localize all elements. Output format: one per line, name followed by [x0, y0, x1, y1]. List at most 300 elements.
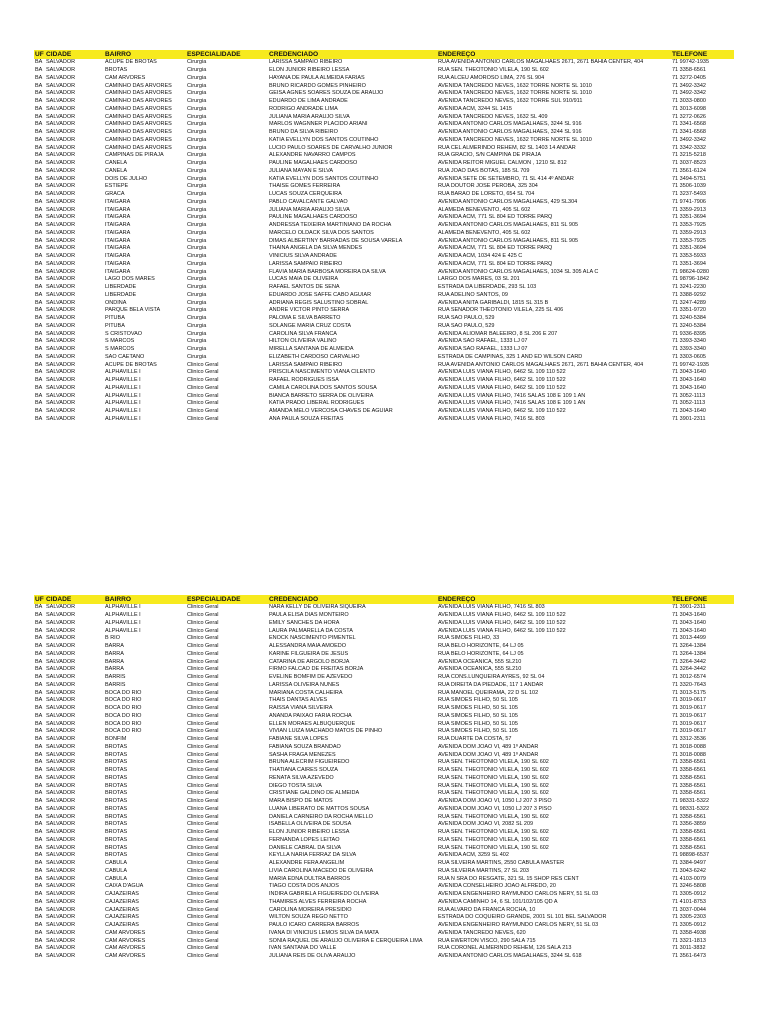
cell-uf: BA [35, 121, 43, 128]
cell-especialidade: Clinico Geral [187, 829, 219, 836]
cell-credenciado: MARIANA COSTA CALHEIRA [269, 689, 343, 696]
cell-credenciado: ANANDA PAIXAO FARIA ROCHA [269, 712, 352, 719]
cell-uf: BA [35, 191, 43, 198]
table-row [34, 635, 734, 643]
cell-bairro: ALPHAVILLE I [105, 392, 141, 399]
cell-cidade: SALVADOR [46, 82, 76, 89]
cell-especialidade: Cirurgia [187, 175, 207, 182]
table-row [34, 385, 734, 393]
cell-telefone: 71 3358-4938 [672, 929, 706, 936]
cell-credenciado: TIAGO COSTA DOS ANJOS [269, 883, 339, 890]
cell-bairro: CAIXA D'AGUA [105, 883, 144, 890]
cell-cidade: SALVADOR [46, 67, 76, 74]
table-row [34, 837, 734, 845]
cell-uf: BA [35, 953, 43, 960]
cell-credenciado: MARCELO OLDACK SILVA DOS SANTOS [269, 229, 374, 236]
cell-credenciado: VIVIAN LUIZA MACHADO MATOS DE PINHO [269, 728, 383, 735]
cell-bairro: CABULA [105, 860, 128, 867]
cell-credenciado: EDUARDO JOSE SAFFE CABO AGUIAR [269, 291, 372, 298]
cell-especialidade: Clinico Geral [187, 821, 219, 828]
cell-cidade: SALVADOR [46, 705, 76, 712]
cell-endereco: RUA N SRA DO RESGATE, 321 SL 15 SHOP RES CENT [438, 875, 579, 882]
cell-cidade: SALVADOR [46, 860, 76, 867]
credentialed-providers-table [34, 50, 734, 424]
credentialed-providers-table [34, 595, 734, 961]
cell-uf: BA [35, 98, 43, 105]
cell-uf: BA [35, 369, 43, 376]
cell-telefone: 71 3012-6574 [672, 674, 706, 681]
cell-especialidade: Cirurgia [187, 338, 207, 345]
cell-cidade: SALVADOR [46, 167, 76, 174]
cell-uf: BA [35, 330, 43, 337]
cell-especialidade: Clinico Geral [187, 914, 219, 921]
cell-credenciado: EVELINE BOMFIM DE AZEVEDO [269, 674, 353, 681]
cell-endereco: AVENIDA ENGENHEIRO RAYMUNDO CARLOS NERY, 51 SL 03 [438, 922, 599, 929]
cell-endereco: RUA BELO HORIZONTE, 64 LJ 05 [438, 650, 524, 657]
cell-endereco: AVENIDA LUIS VIANA FILHO, 6462 SL 109 110 522 [438, 619, 566, 626]
cell-bairro: BARRA [105, 666, 124, 673]
cell-endereco: RUA SEN. THEOTONIO VILELA, 190 SL 602 [438, 836, 549, 843]
cell-cidade: SALVADOR [46, 759, 76, 766]
cell-uf: BA [35, 82, 43, 89]
cell-bairro: ALPHAVILLE I [105, 377, 141, 384]
cell-bairro: S MARCOS [105, 346, 135, 353]
cell-telefone: 71 3353-7925 [672, 237, 706, 244]
cell-uf: BA [35, 604, 43, 611]
cell-cidade: SALVADOR [46, 408, 76, 415]
table-row [34, 713, 734, 721]
cell-endereco: AVENIDA DOM JOAO VI, 1050 LJ 207 3 PISO [438, 805, 552, 812]
cell-endereco: RUA SAO PAULO, 529 [438, 315, 495, 322]
table-row [34, 214, 734, 222]
cell-credenciado: KARINE FILGUEIRA DE JESUS [269, 650, 349, 657]
cell-credenciado: MARLOS WAGNNER PLACIDO ARIANI [269, 121, 368, 128]
cell-uf: BA [35, 619, 43, 626]
cell-endereco: RUA SIMOES FILHO, 50 SL 105 [438, 697, 518, 704]
cell-endereco: AVENIDA LUIS VIANA FILHO, 7416 SALAS 108 E 109 1 AN [438, 400, 586, 407]
cell-uf: BA [35, 284, 43, 291]
cell-telefone: 71 3019-0617 [672, 728, 706, 735]
cell-uf: BA [35, 415, 43, 422]
cell-cidade: SALVADOR [46, 689, 76, 696]
cell-especialidade: Clinico Geral [187, 361, 219, 368]
cell-especialidade: Cirurgia [187, 152, 207, 159]
cell-especialidade: Cirurgia [187, 121, 207, 128]
table-row [34, 907, 734, 915]
table-row [34, 736, 734, 744]
cell-credenciado: IVANA DI VINICIUS LEMOS SILVA DA MATA [269, 929, 379, 936]
cell-cidade: SALVADOR [46, 206, 76, 213]
cell-uf: BA [35, 160, 43, 167]
table-row [34, 643, 734, 651]
cell-uf: BA [35, 883, 43, 890]
cell-bairro: ALPHAVILLE I [105, 415, 141, 422]
cell-credenciado: ELON JUNIOR RIBEIRO LESSA [269, 67, 350, 74]
cell-credenciado: FLAVIA MARIA BARBOSA MOREIRA DA SILVA [269, 268, 386, 275]
cell-cidade: SALVADOR [46, 666, 76, 673]
cell-bairro: ITAIGARA [105, 237, 131, 244]
cell-credenciado: ANDRESSA TEIXEIRA MARTINIANO DA ROCHA [269, 222, 392, 229]
cell-especialidade: Clinico Geral [187, 906, 219, 913]
cell-endereco: AVENIDA ACM, 3244 SL 1415 [438, 105, 512, 112]
cell-telefone: 71 3264-1384 [672, 643, 706, 650]
cell-telefone: 71 3358-6561 [672, 836, 706, 843]
cell-especialidade: Clinico Geral [187, 867, 219, 874]
cell-bairro: BARRA [105, 658, 124, 665]
cell-cidade: SALVADOR [46, 836, 76, 843]
cell-endereco: AVENIDA TANCREDO NEVES, 1632 TORRE SUL 910/911 [438, 98, 583, 105]
cell-telefone: 71 3494-5751 [672, 175, 706, 182]
cell-telefone: 71 3013-6098 [672, 105, 706, 112]
cell-uf: BA [35, 384, 43, 391]
cell-telefone: 71 3342-3332 [672, 144, 706, 151]
cell-telefone: 71 3305-2303 [672, 914, 706, 921]
cell-credenciado: THAIS DANTAS ALVES [269, 697, 328, 704]
cell-bairro: CAJAZEIRAS [105, 922, 139, 929]
cell-uf: BA [35, 361, 43, 368]
cell-bairro: BROTAS [105, 67, 128, 74]
cell-uf: BA [35, 627, 43, 634]
cell-especialidade: Cirurgia [187, 291, 207, 298]
cell-telefone: 71 3240-5384 [672, 315, 706, 322]
cell-telefone: 71 3264-1384 [672, 650, 706, 657]
cell-bairro: CAJAZEIRAS [105, 906, 139, 913]
table-row [34, 183, 734, 191]
cell-telefone: 71 3393-3340 [672, 338, 706, 345]
cell-cidade: SALVADOR [46, 929, 76, 936]
table-row [34, 230, 734, 238]
table-row [34, 930, 734, 938]
cell-especialidade: Clinico Geral [187, 751, 219, 758]
cell-credenciado: CRISTIANE GALDINO DE ALMEIDA [269, 790, 360, 797]
cell-telefone: 71 3043-1640 [672, 612, 706, 619]
cell-uf: BA [35, 268, 43, 275]
cell-cidade: SALVADOR [46, 674, 76, 681]
cell-especialidade: Cirurgia [187, 113, 207, 120]
cell-bairro: ITAIGARA [105, 214, 131, 221]
cell-telefone: 71 3358-6561 [672, 844, 706, 851]
cell-bairro: BROTAS [105, 759, 128, 766]
cell-uf: BA [35, 392, 43, 399]
cell-credenciado: CAMILA CAROLINA DOS SANTOS SOUSA [269, 384, 377, 391]
cell-bairro: BOCA DO RIO [105, 720, 142, 727]
cell-cidade: SALVADOR [46, 392, 76, 399]
cell-endereco: AVENIDA CAMINHO 14, 6 SL 101/102/105 QD A [438, 898, 558, 905]
cell-bairro: BARRIS [105, 681, 126, 688]
cell-endereco: AVENIDA ANTONIO CARLOS MAGALHAES, 3244 SL 916 [438, 121, 582, 128]
cell-telefone: 71 3351-9720 [672, 307, 706, 314]
cell-telefone: 71 3351-3694 [672, 260, 706, 267]
cell-credenciado: DIEGO TOSTA SILVA [269, 782, 322, 789]
cell-telefone: 71 3353-7925 [672, 222, 706, 229]
table-row [34, 238, 734, 246]
cell-uf: BA [35, 377, 43, 384]
cell-endereco: AVENIDA TANCREDO NEVES, 1632 TORRE NORTE SL 1010 [438, 90, 592, 97]
table-row [34, 377, 734, 385]
cell-telefone: 71 3033-0800 [672, 98, 706, 105]
cell-telefone: 71 98331-5322 [672, 805, 710, 812]
cell-especialidade: Cirurgia [187, 136, 207, 143]
cell-bairro: S MARCOS [105, 338, 135, 345]
table-row [34, 176, 734, 184]
cell-telefone: 71 3305-0912 [672, 922, 706, 929]
table-row [34, 612, 734, 620]
table-row [34, 408, 734, 416]
cell-endereco: AVENIDA ANTONIO CARLOS MAGALHAES, 811 SL 905 [438, 222, 579, 229]
cell-telefone: 71 3215-5218 [672, 152, 706, 159]
cell-credenciado: DIMAS ALBERTINY BARRADAS DE SOUSA VARELA [269, 237, 403, 244]
table-row [34, 620, 734, 628]
cell-bairro: BOCA DO RIO [105, 697, 142, 704]
cell-uf: BA [35, 728, 43, 735]
cell-especialidade: Cirurgia [187, 90, 207, 97]
cell-endereco: RUA SILVEIRA MARTINS, 2550 CABULA MASTER [438, 860, 565, 867]
cell-telefone: 71 3358-6561 [672, 767, 706, 774]
header-row [34, 50, 734, 59]
cell-cidade: SALVADOR [46, 627, 76, 634]
cell-uf: BA [35, 175, 43, 182]
cell-especialidade: Clinico Geral [187, 674, 219, 681]
column-header-endereco: ENDEREÇO [437, 50, 671, 59]
cell-credenciado: KEYLLA NARIA FERRAZ DA SILVA [269, 852, 357, 859]
cell-especialidade: Clinico Geral [187, 743, 219, 750]
cell-uf: BA [35, 315, 43, 322]
cell-cidade: SALVADOR [46, 322, 76, 329]
cell-especialidade: Clinico Geral [187, 898, 219, 905]
cell-especialidade: Clinico Geral [187, 953, 219, 960]
cell-endereco: RUA DIREITA DA PIEDADE, 117 1 ANDAR [438, 681, 544, 688]
cell-uf: BA [35, 338, 43, 345]
cell-bairro: BARRA [105, 643, 124, 650]
cell-credenciado: BRUNO RICARDO GOMES PINHEIRO [269, 82, 366, 89]
column-header-credenciado: CREDENCIADO [268, 595, 437, 604]
cell-cidade: SALVADOR [46, 253, 76, 260]
cell-uf: BA [35, 276, 43, 283]
cell-telefone: 71 3901-2311 [672, 604, 706, 611]
cell-especialidade: Cirurgia [187, 229, 207, 236]
cell-credenciado: LAURA PALMARELLA DA COSTA [269, 627, 353, 634]
cell-credenciado: SASHA FRAGA MENEZES [269, 751, 336, 758]
cell-uf: BA [35, 860, 43, 867]
cell-credenciado: LUCAS MAIA DE OLIVEIRA [269, 276, 339, 283]
table-row [34, 883, 734, 891]
cell-bairro: BARRA [105, 650, 124, 657]
cell-especialidade: Clinico Geral [187, 377, 219, 384]
table-row [34, 331, 734, 339]
cell-bairro: BROTAS [105, 774, 128, 781]
table-row [34, 346, 734, 354]
cell-uf: BA [35, 674, 43, 681]
cell-especialidade: Clinico Geral [187, 720, 219, 727]
cell-endereco: AVENIDA CONSELHEIRO JOAO ALFREDO, 20 [438, 883, 556, 890]
cell-bairro: CAMINHO DAS ARVORES [105, 144, 172, 151]
cell-credenciado: DANIELE CABRAL DA SILVA [269, 844, 342, 851]
cell-endereco: AVENIDA TANCREDO NEVES, 1632 TORRE NORTE SL 1010 [438, 82, 592, 89]
cell-especialidade: Clinico Geral [187, 875, 219, 882]
cell-especialidade: Clinico Geral [187, 408, 219, 415]
cell-telefone: 71 3019-0617 [672, 697, 706, 704]
table-row [34, 315, 734, 323]
cell-cidade: SALVADOR [46, 743, 76, 750]
cell-endereco: RUA DOUTOR JOSE PEROBA, 325 304 [438, 183, 538, 190]
cell-especialidade: Cirurgia [187, 198, 207, 205]
cell-uf: BA [35, 152, 43, 159]
cell-uf: BA [35, 346, 43, 353]
cell-cidade: SALVADOR [46, 369, 76, 376]
cell-endereco: AVENIDA SAO RAFAEL, 1333 LJ 07 [438, 346, 528, 353]
column-header-especialidade: ESPECIALIDADE [186, 595, 268, 604]
cell-uf: BA [35, 906, 43, 913]
cell-bairro: ITAIGARA [105, 206, 131, 213]
cell-endereco: AVENIDA LUIS VIANA FILHO, 7416 SL 803 [438, 415, 545, 422]
cell-uf: BA [35, 113, 43, 120]
cell-especialidade: Cirurgia [187, 268, 207, 275]
cell-endereco: AVENIDA ACM, 1034 424 E 425 C [438, 253, 523, 260]
cell-endereco: LARGO DOS MARES, 03 SL 201 [438, 276, 520, 283]
cell-bairro: CAM ARVORES [105, 929, 146, 936]
cell-endereco: AVENIDA LUIS VIANA FILHO, 7416 SALAS 108 E 109 1 AN [438, 392, 586, 399]
cell-especialidade: Cirurgia [187, 105, 207, 112]
cell-credenciado: ALESSANDRA MAIA AMOEDO [269, 643, 347, 650]
cell-credenciado: RAFAEL RODRIGUES ISSA [269, 377, 339, 384]
cell-cidade: SALVADOR [46, 805, 76, 812]
cell-credenciado: ANA PAULA SOUZA FREITAS [269, 415, 344, 422]
cell-bairro: CAMINHO DAS ARVORES [105, 98, 172, 105]
cell-telefone: 71 3506-1039 [672, 183, 706, 190]
cell-endereco: RUA SEN. THEOTONIO VILELA, 190 SL 602 [438, 790, 549, 797]
cell-especialidade: Cirurgia [187, 245, 207, 252]
table-row [34, 798, 734, 806]
cell-telefone: 71 3358-6561 [672, 67, 706, 74]
cell-telefone: 71 3019-0617 [672, 720, 706, 727]
table-row [34, 307, 734, 315]
cell-cidade: SALVADOR [46, 361, 76, 368]
table-row [34, 98, 734, 106]
cell-telefone: 71 3356-3859 [672, 821, 706, 828]
cell-telefone: 71 3052-1113 [672, 392, 706, 399]
cell-endereco: AVENIDA ANTONIO CARLOS MAGALHAES, 3244 SL 618 [438, 953, 582, 960]
cell-telefone: 71 3358-6561 [672, 829, 706, 836]
cell-bairro: ITAIGARA [105, 198, 131, 205]
cell-especialidade: Cirurgia [187, 167, 207, 174]
cell-especialidade: Clinico Geral [187, 612, 219, 619]
table-row [34, 253, 734, 261]
cell-especialidade: Clinico Geral [187, 844, 219, 851]
cell-cidade: SALVADOR [46, 245, 76, 252]
cell-especialidade: Clinico Geral [187, 782, 219, 789]
cell-telefone: 71 3312-3536 [672, 736, 706, 743]
cell-credenciado: RODRIGO ANDRADE LIMA [269, 105, 338, 112]
cell-telefone: 71 98331-5322 [672, 798, 710, 805]
cell-endereco: AVENIDA LUIS VIANA FILHO, 6462 SL 109 110 522 [438, 627, 566, 634]
cell-uf: BA [35, 658, 43, 665]
cell-telefone: 71 3043-1640 [672, 369, 706, 376]
cell-cidade: SALVADOR [46, 377, 76, 384]
cell-uf: BA [35, 736, 43, 743]
table-row [34, 705, 734, 713]
cell-telefone: 71 3393-3340 [672, 346, 706, 353]
table-row [34, 752, 734, 760]
cell-credenciado: THAINA ANGELA DA SILVA MENDES [269, 245, 363, 252]
cell-especialidade: Clinico Geral [187, 945, 219, 952]
cell-telefone: 71 3246-5808 [672, 883, 706, 890]
cell-credenciado: LIVIA CAROLINA MACEDO DE OLIVEIRA [269, 867, 374, 874]
table-row [34, 261, 734, 269]
cell-cidade: SALVADOR [46, 844, 76, 851]
cell-bairro: ONDINA [105, 299, 127, 306]
cell-telefone: 71 3013-4499 [672, 635, 706, 642]
cell-cidade: SALVADOR [46, 643, 76, 650]
table-row [34, 759, 734, 767]
table-row [34, 945, 734, 953]
column-header-especialidade: ESPECIALIDADE [186, 50, 268, 59]
cell-telefone: 71 3043-1640 [672, 384, 706, 391]
cell-telefone: 71 3013-5175 [672, 689, 706, 696]
cell-bairro: BROTAS [105, 798, 128, 805]
cell-endereco: AVENIDA LUIS VIANA FILHO, 6462 SL 109 110 522 [438, 377, 566, 384]
cell-uf: BA [35, 105, 43, 112]
cell-uf: BA [35, 322, 43, 329]
table-row [34, 821, 734, 829]
cell-credenciado: KATIA EVELLYN DOS SANTOS COUTINHO [269, 175, 379, 182]
cell-uf: BA [35, 751, 43, 758]
cell-bairro: CAMINHO DAS ARVORES [105, 105, 172, 112]
cell-uf: BA [35, 229, 43, 236]
cell-telefone: 71 3019-0617 [672, 705, 706, 712]
cell-uf: BA [35, 705, 43, 712]
cell-credenciado: FERNANDA LOPES LEITAO [269, 836, 340, 843]
cell-cidade: SALVADOR [46, 774, 76, 781]
table-row [34, 651, 734, 659]
cell-endereco: AVENIDA ANITA GARIBALDI, 1815 SL 315 B [438, 299, 549, 306]
cell-telefone: 71 3305-0912 [672, 891, 706, 898]
table-row [34, 369, 734, 377]
table-row [34, 145, 734, 153]
column-header-telefone: TELEFONE [671, 595, 734, 604]
cell-endereco: ALAMEDA BENEVENTO, 405 SL 602 [438, 229, 531, 236]
table-row [34, 628, 734, 636]
cell-credenciado: ALEXANDRE FERA ANGELIM [269, 860, 345, 867]
cell-especialidade: Cirurgia [187, 191, 207, 198]
cell-telefone: 71 3358-6561 [672, 774, 706, 781]
cell-especialidade: Clinico Geral [187, 736, 219, 743]
cell-credenciado: FABIANA SOUZA BRANDAO [269, 743, 341, 750]
cell-bairro: CAMINHO DAS ARVORES [105, 129, 172, 136]
cell-telefone: 71 4101-8753 [672, 898, 706, 905]
cell-especialidade: Cirurgia [187, 322, 207, 329]
cell-telefone: 71 3358-6561 [672, 782, 706, 789]
cell-especialidade: Cirurgia [187, 284, 207, 291]
cell-uf: BA [35, 666, 43, 673]
cell-telefone: 71 3043-1640 [672, 408, 706, 415]
cell-cidade: SALVADOR [46, 315, 76, 322]
cell-cidade: SALVADOR [46, 384, 76, 391]
table-row [34, 868, 734, 876]
column-header-uf: UF [35, 596, 44, 604]
cell-credenciado: VINICIUS SILVA ANDRADE [269, 253, 337, 260]
cell-bairro: CABULA [105, 875, 128, 882]
cell-credenciado: PABLO CAVALCANTE GALVAO [269, 198, 348, 205]
cell-bairro: S CRISTOVAO [105, 330, 143, 337]
cell-telefone: 71 3043-1640 [672, 377, 706, 384]
cell-uf: BA [35, 167, 43, 174]
cell-uf: BA [35, 260, 43, 267]
table-row [34, 152, 734, 160]
cell-telefone: 71 3018-0088 [672, 743, 706, 750]
cell-credenciado: PAULO ICARO CARRERA BARROS [269, 922, 360, 929]
cell-bairro: BROTAS [105, 836, 128, 843]
cell-endereco: RUA CEL ALMERINDO REHEM, 82 SL 1403 14 ANDAR [438, 144, 576, 151]
